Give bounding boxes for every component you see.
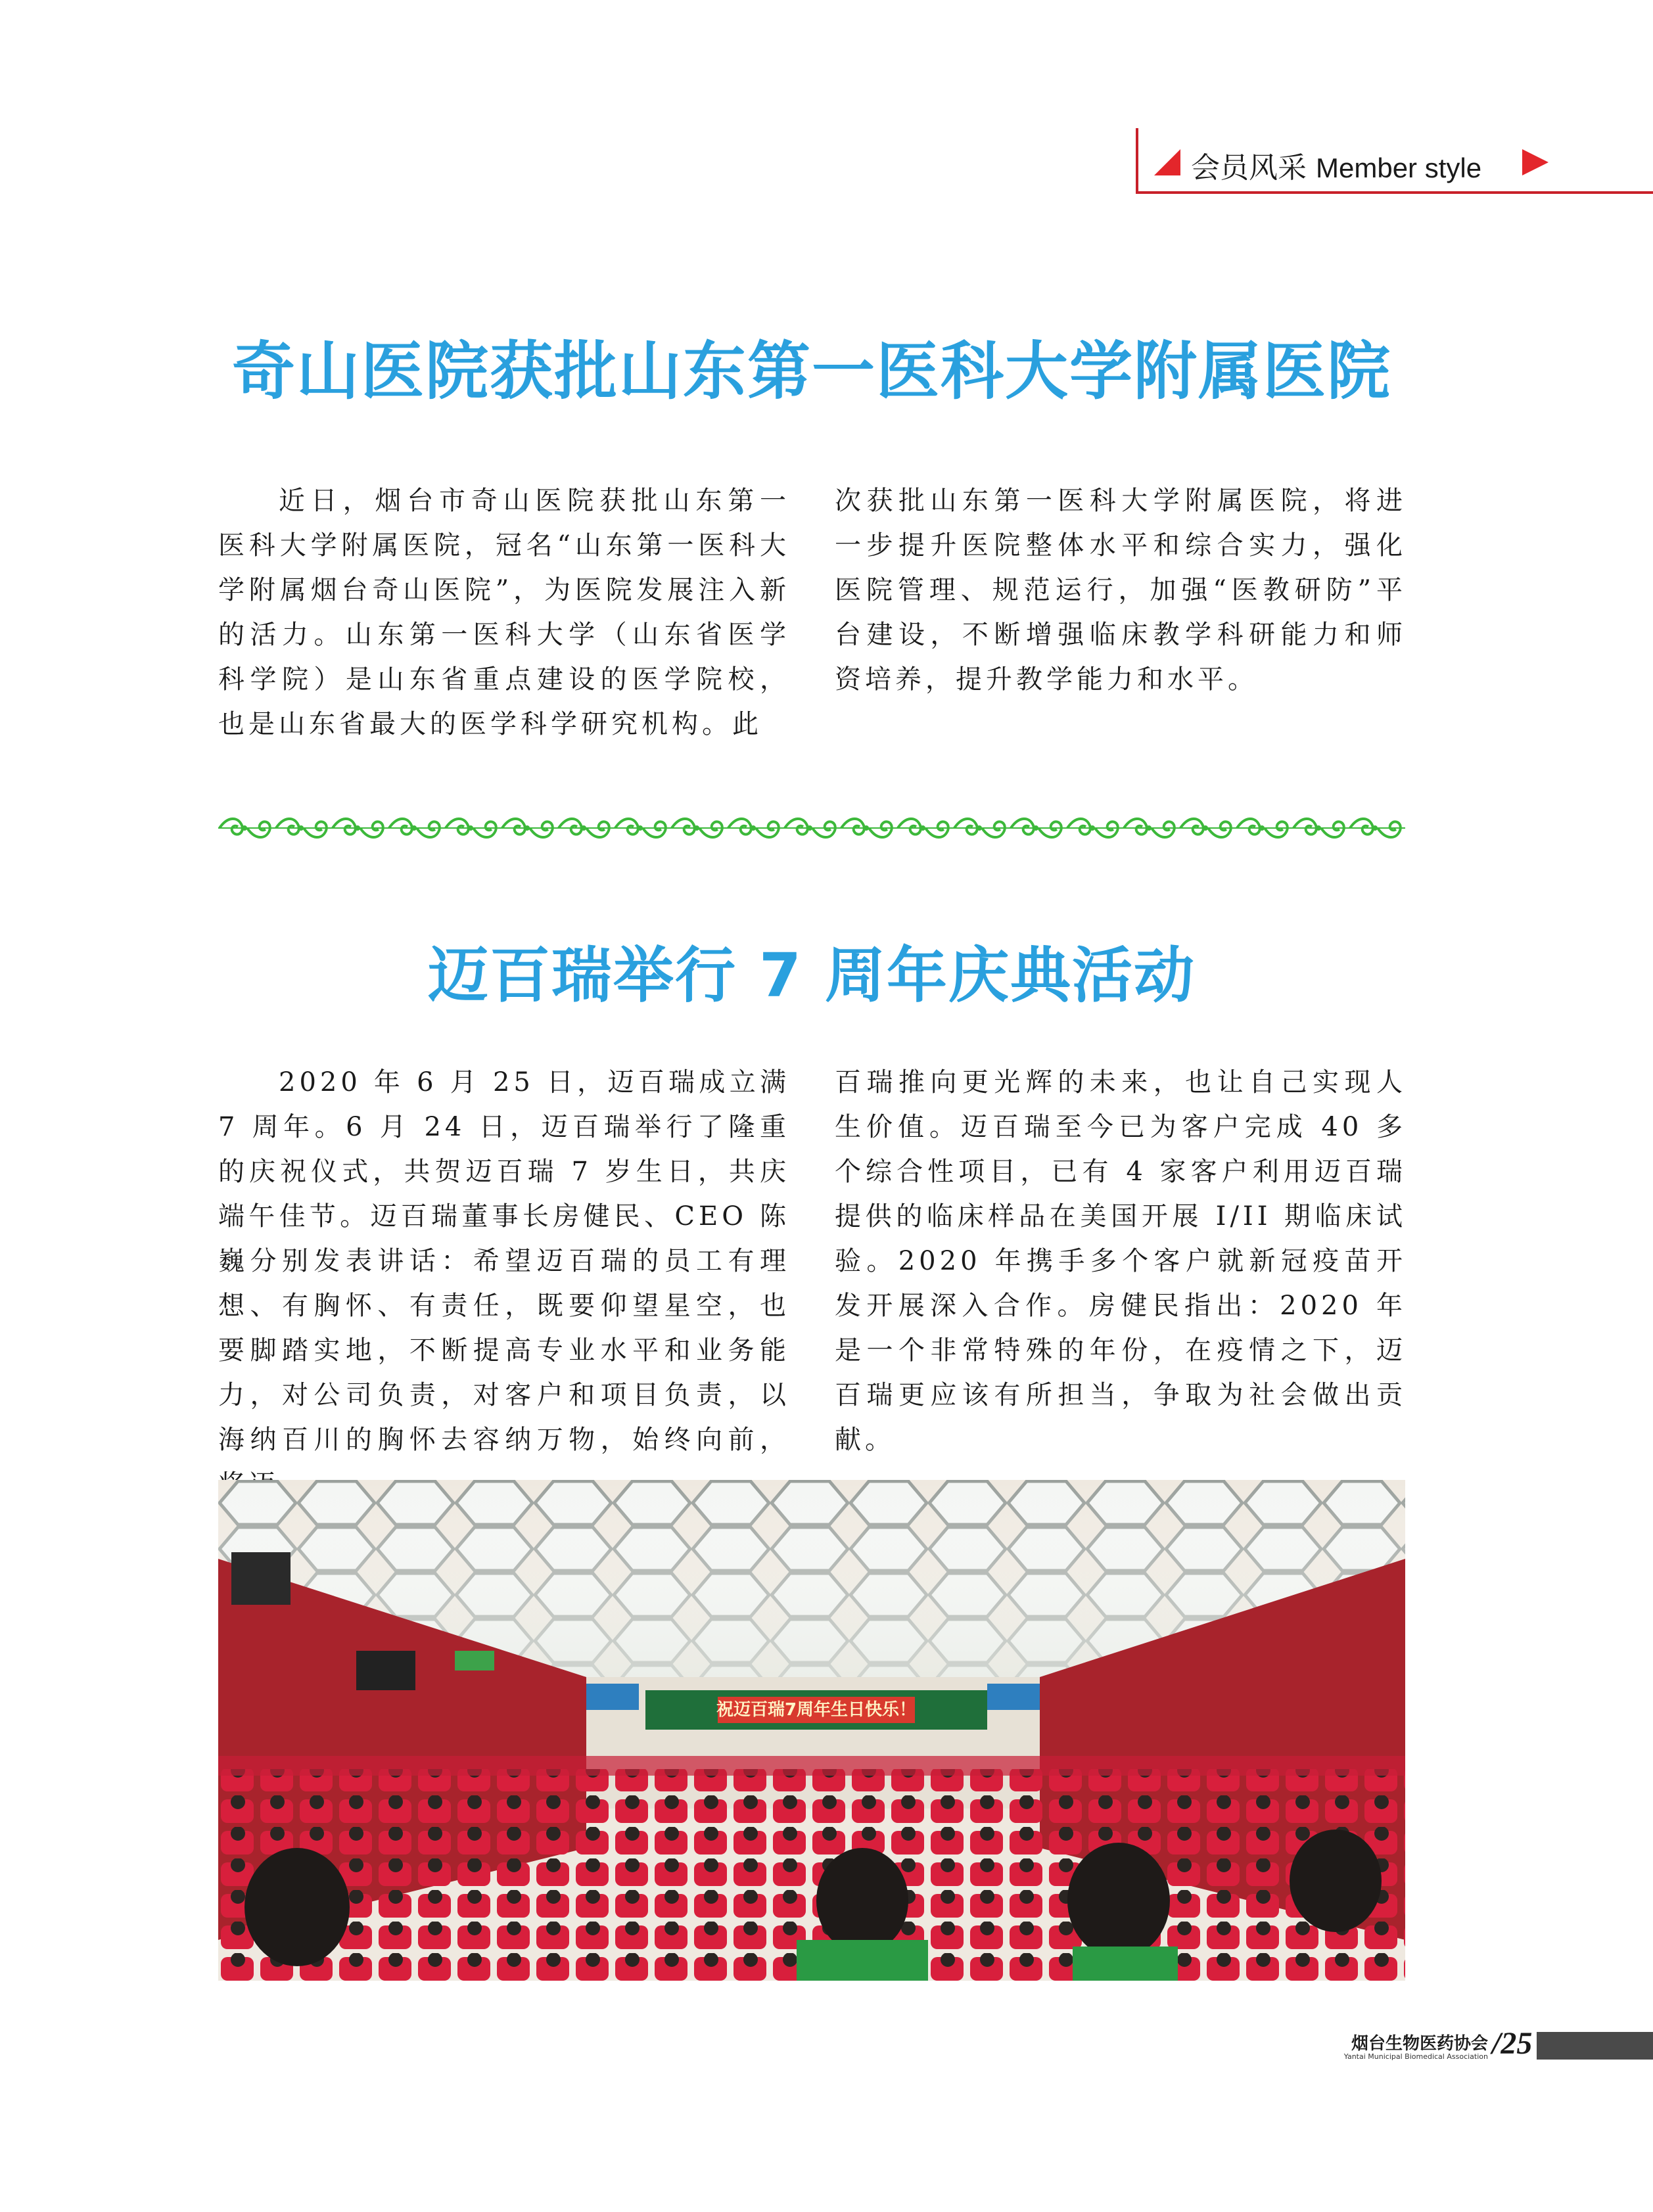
- section-label-cn: 会员风采: [1191, 151, 1307, 185]
- photo-banner-text: 祝迈百瑞7周年生日快乐！: [716, 1700, 917, 1720]
- auditorium-photo: [218, 1480, 1405, 1981]
- section-header: [1136, 128, 1653, 194]
- article2-column-left: 2020 年 6 月 25 日，迈百瑞成立满 7 周年。6 月 24 日，迈百瑞举行了隆重的庆祝仪式，共贺迈百瑞 7 岁生日，共庆端午佳节。迈百瑞董事长房健民、CEO 陈巍分别发表讲话：希望迈百瑞的员工有理想、有胸怀、有责任，既要仰望星空，也要脚踏实地，不断提高专业水平和业务能力，对公司负责，对客户和项目负责，以海纳百川的胸怀去容纳万物，始终向前，: [218, 1067, 790, 1455]
- footer-org-name: 烟台生物医药协会: [1351, 2034, 1488, 2054]
- article1-column-left: 近日，烟台市奇山医院获批山东第一医科大学附属医院，冠名“山东第一医科大学附属烟台奇山医院”，为医院发展注入新的活力。山东第一医科大学（山东省医学科学院）是山东省重点建设的医学院校，也是山东省最大的医学科学研究机构。此: [218, 486, 790, 739]
- section-label: [1191, 144, 1481, 186]
- triangle-right-icon: [1522, 149, 1548, 175]
- section-rule-vertical: [1136, 128, 1138, 194]
- footer-bar: [1537, 2032, 1653, 2060]
- article1-title: 奇山医院获批山东第一医科大学附属医院: [232, 334, 1391, 408]
- section-label-en: Member style: [1316, 152, 1482, 183]
- article2-title: 迈百瑞举行 7 周年庆典活动: [427, 940, 1196, 1011]
- footer-org-name-en: Yantai Municipal Biomedical Association: [1343, 2052, 1488, 2061]
- section-rule-horizontal: [1136, 191, 1653, 194]
- article2-column-right: 百瑞推向更光辉的未来，也让自己实现人生价值。迈百瑞至今已为客户完成 40 多个综合性项目，已有 4 家客户利用迈百瑞提供的临床样品在美国开展 I/II 期临床试验。2020 年携手多个客户就新冠疫苗开发开展深入合作。房健民指出：2020 年是一个非常特殊的年份，在疫情之下，迈百瑞更应该有所担当，争取为社会做出贡献。: [835, 1067, 1407, 1455]
- decorative-vine-divider: [218, 814, 1405, 842]
- article1-column-right: 次获批山东第一医科大学附属医院，将进一步提升医院整体水平和综合实力，强化医院管理、规范运行，加强“医教研防”平台建设，不断增强临床教学科研能力和师资培养，提升教学能力和水平。: [835, 486, 1407, 695]
- page-number: /25: [1492, 2026, 1533, 2061]
- triangle-left-icon: [1154, 149, 1180, 175]
